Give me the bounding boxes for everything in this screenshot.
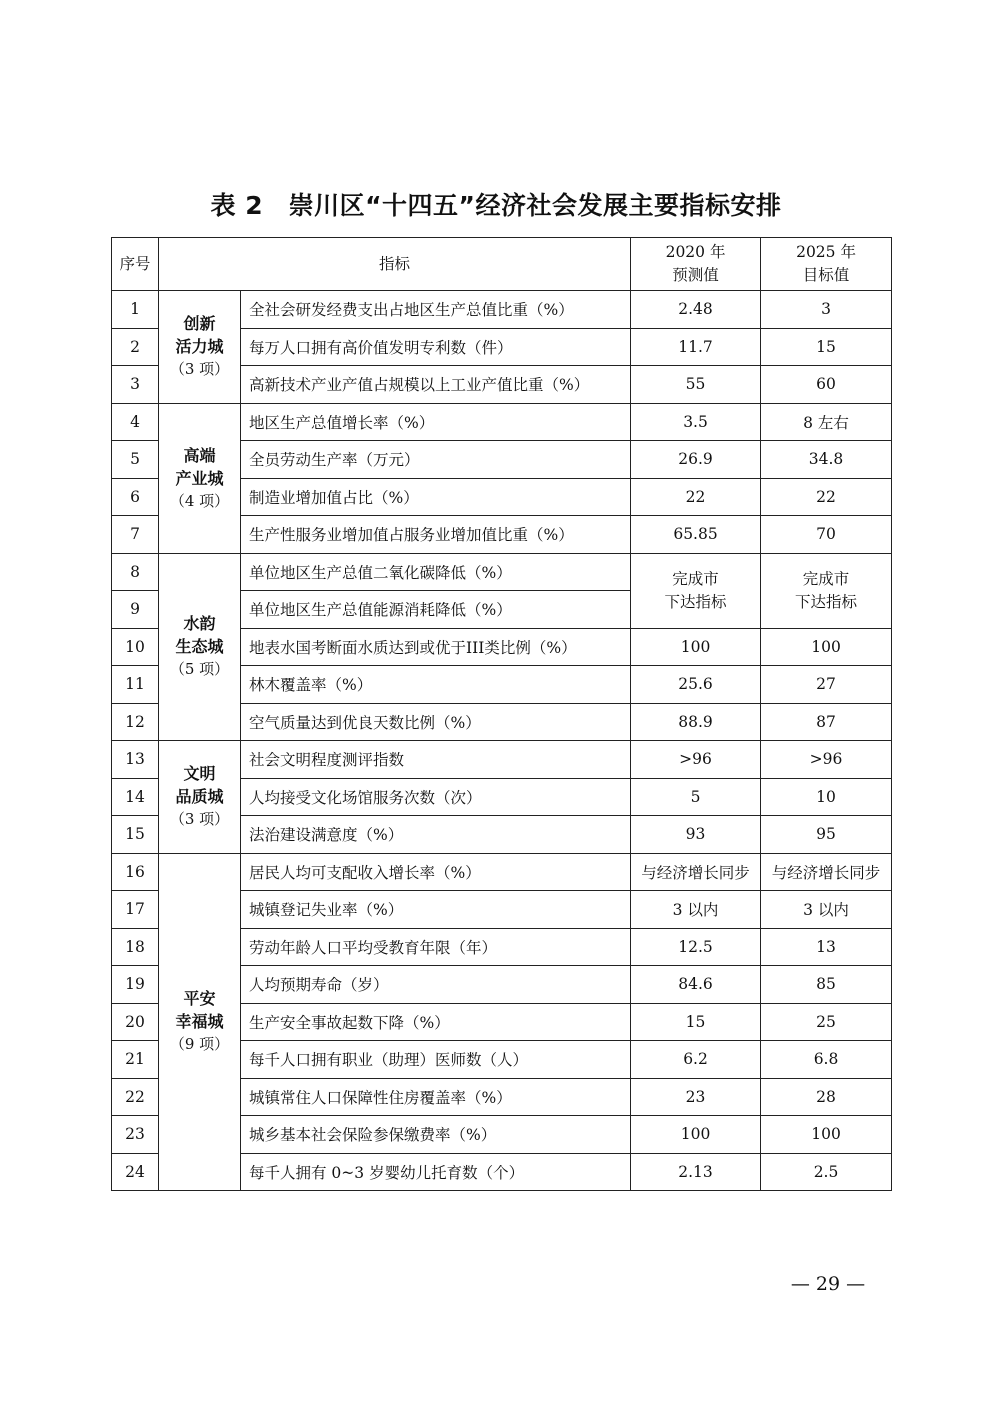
- value-2025: 87: [761, 703, 892, 741]
- table-header-row: [112, 238, 892, 291]
- merged-line1: 完成市: [802, 569, 850, 588]
- indicator-name: 每万人口拥有高价值发明专利数（件）: [241, 328, 631, 366]
- value-2020: 与经济增长同步: [631, 853, 761, 891]
- row-number: 17: [112, 891, 159, 929]
- group-name-line2: 活力城: [175, 337, 224, 357]
- value-2025: 15: [761, 328, 892, 366]
- header-seq: 序号: [112, 238, 159, 291]
- row-number: 8: [112, 553, 159, 591]
- value-2020: 22: [631, 478, 761, 516]
- value-2020: 25.6: [631, 666, 761, 704]
- merged-target-v2025: [761, 553, 892, 628]
- value-2025: 70: [761, 516, 892, 554]
- group-name-line1: 平安: [183, 989, 216, 1009]
- row-number: 7: [112, 516, 159, 554]
- row-number: 13: [112, 741, 159, 779]
- value-2020: 3.5: [631, 403, 761, 441]
- value-2020: 5: [631, 778, 761, 816]
- indicator-name: 地区生产总值增长率（%）: [241, 403, 631, 441]
- row-number: 9: [112, 591, 159, 629]
- header-2020-year: 2020 年: [665, 243, 726, 261]
- row-number: 16: [112, 853, 159, 891]
- value-2025: 34.8: [761, 441, 892, 479]
- group-count: （3 项）: [169, 360, 230, 379]
- indicator-name: 社会文明程度测评指数: [241, 741, 631, 779]
- indicator-name: 地表水国考断面水质达到或优于III类比例（%）: [241, 628, 631, 666]
- group-name-line2: 品质城: [175, 787, 224, 807]
- row-number: 18: [112, 928, 159, 966]
- merged-line2: 下达指标: [664, 592, 727, 611]
- group-cell: [159, 741, 241, 854]
- row-number: 5: [112, 441, 159, 479]
- indicators-table: [111, 237, 892, 1191]
- group-name-line2: 幸福城: [175, 1012, 224, 1032]
- value-2025: 22: [761, 478, 892, 516]
- value-2020: 100: [631, 1116, 761, 1154]
- indicator-name: 生产安全事故起数下降（%）: [241, 1003, 631, 1041]
- table-row: [112, 853, 892, 891]
- group-count: （9 项）: [169, 1035, 230, 1054]
- table-row: [112, 291, 892, 329]
- value-2020: 6.2: [631, 1041, 761, 1079]
- group-name-line2: 生态城: [175, 637, 224, 657]
- row-number: 6: [112, 478, 159, 516]
- merged-target-v2020: [631, 553, 761, 628]
- group-cell: [159, 403, 241, 553]
- value-2020: 2.48: [631, 291, 761, 329]
- row-number: 2: [112, 328, 159, 366]
- value-2020: 88.9: [631, 703, 761, 741]
- header-2025-label: 目标值: [802, 266, 850, 284]
- row-number: 4: [112, 403, 159, 441]
- row-number: 15: [112, 816, 159, 854]
- group-name-line1: 文明: [183, 764, 216, 784]
- row-number: 1: [112, 291, 159, 329]
- indicator-name: 人均接受文化场馆服务次数（次）: [241, 778, 631, 816]
- indicator-name: 单位地区生产总值能源消耗降低（%）: [241, 591, 631, 629]
- value-2025: 28: [761, 1078, 892, 1116]
- value-2025: 100: [761, 628, 892, 666]
- value-2025: 10: [761, 778, 892, 816]
- value-2025: 25: [761, 1003, 892, 1041]
- value-2025: 8 左右: [761, 403, 892, 441]
- indicator-name: 生产性服务业增加值占服务业增加值比重（%）: [241, 516, 631, 554]
- group-name-line1: 水韵: [183, 614, 216, 634]
- value-2020: 23: [631, 1078, 761, 1116]
- indicator-name: 城镇登记失业率（%）: [241, 891, 631, 929]
- header-2020: [631, 238, 761, 291]
- header-2025: [761, 238, 892, 291]
- row-number: 20: [112, 1003, 159, 1041]
- value-2020: 11.7: [631, 328, 761, 366]
- indicator-name: 单位地区生产总值二氧化碳降低（%）: [241, 553, 631, 591]
- value-2020: >96: [631, 741, 761, 779]
- indicator-name: 劳动年龄人口平均受教育年限（年）: [241, 928, 631, 966]
- row-number: 23: [112, 1116, 159, 1154]
- value-2025: 85: [761, 966, 892, 1004]
- indicator-name: 城镇常住人口保障性住房覆盖率（%）: [241, 1078, 631, 1116]
- value-2025: 60: [761, 366, 892, 404]
- group-cell: [159, 853, 241, 1191]
- value-2020: 15: [631, 1003, 761, 1041]
- value-2020: 2.13: [631, 1153, 761, 1191]
- page-number: — 29 —: [790, 1273, 866, 1295]
- value-2025: 13: [761, 928, 892, 966]
- row-number: 3: [112, 366, 159, 404]
- indicator-name: 人均预期寿命（岁）: [241, 966, 631, 1004]
- group-count: （3 项）: [169, 810, 230, 829]
- value-2020: 100: [631, 628, 761, 666]
- indicator-name: 每千人口拥有职业（助理）医师数（人）: [241, 1041, 631, 1079]
- value-2025: 3: [761, 291, 892, 329]
- group-name-line1: 创新: [183, 314, 216, 334]
- value-2020: 55: [631, 366, 761, 404]
- row-number: 14: [112, 778, 159, 816]
- table-title: 表 2 崇川区“十四五”经济社会发展主要指标安排: [210, 191, 782, 220]
- row-number: 22: [112, 1078, 159, 1116]
- value-2020: 3 以内: [631, 891, 761, 929]
- group-cell: [159, 553, 241, 741]
- value-2020: 65.85: [631, 516, 761, 554]
- row-number: 21: [112, 1041, 159, 1079]
- value-2020: 93: [631, 816, 761, 854]
- value-2025: 3 以内: [761, 891, 892, 929]
- value-2025: 6.8: [761, 1041, 892, 1079]
- table-row: [112, 741, 892, 779]
- indicator-name: 法治建设满意度（%）: [241, 816, 631, 854]
- group-name-line2: 产业城: [175, 468, 224, 488]
- value-2025: 100: [761, 1116, 892, 1154]
- indicator-name: 城乡基本社会保险参保缴费率（%）: [241, 1116, 631, 1154]
- table-row: [112, 403, 892, 441]
- header-indicator: 指标: [159, 238, 631, 291]
- indicator-name: 高新技术产业产值占规模以上工业产值比重（%）: [241, 366, 631, 404]
- indicator-name: 林木覆盖率（%）: [241, 666, 631, 704]
- table-row: [112, 553, 892, 591]
- group-count: （5 项）: [169, 660, 230, 679]
- row-number: 12: [112, 703, 159, 741]
- header-2020-label: 预测值: [672, 266, 719, 284]
- indicator-name: 每千人拥有 0~3 岁婴幼儿托育数（个）: [241, 1153, 631, 1191]
- value-2025: 95: [761, 816, 892, 854]
- value-2025: 与经济增长同步: [761, 853, 892, 891]
- value-2020: 26.9: [631, 441, 761, 479]
- indicator-name: 全社会研发经费支出占地区生产总值比重（%）: [241, 291, 631, 329]
- group-count: （4 项）: [169, 491, 230, 510]
- group-cell: [159, 291, 241, 404]
- row-number: 24: [112, 1153, 159, 1191]
- value-2020: 84.6: [631, 966, 761, 1004]
- indicator-name: 空气质量达到优良天数比例（%）: [241, 703, 631, 741]
- merged-line1: 完成市: [672, 569, 719, 588]
- value-2025: >96: [761, 741, 892, 779]
- value-2025: 27: [761, 666, 892, 704]
- row-number: 19: [112, 966, 159, 1004]
- value-2025: 2.5: [761, 1153, 892, 1191]
- value-2020: 12.5: [631, 928, 761, 966]
- row-number: 10: [112, 628, 159, 666]
- indicator-name: 全员劳动生产率（万元）: [241, 441, 631, 479]
- row-number: 11: [112, 666, 159, 704]
- merged-line2: 下达指标: [795, 592, 858, 611]
- indicator-name: 制造业增加值占比（%）: [241, 478, 631, 516]
- indicator-name: 居民人均可支配收入增长率（%）: [241, 853, 631, 891]
- group-name-line1: 高端: [183, 445, 216, 465]
- header-2025-year: 2025 年: [796, 243, 856, 261]
